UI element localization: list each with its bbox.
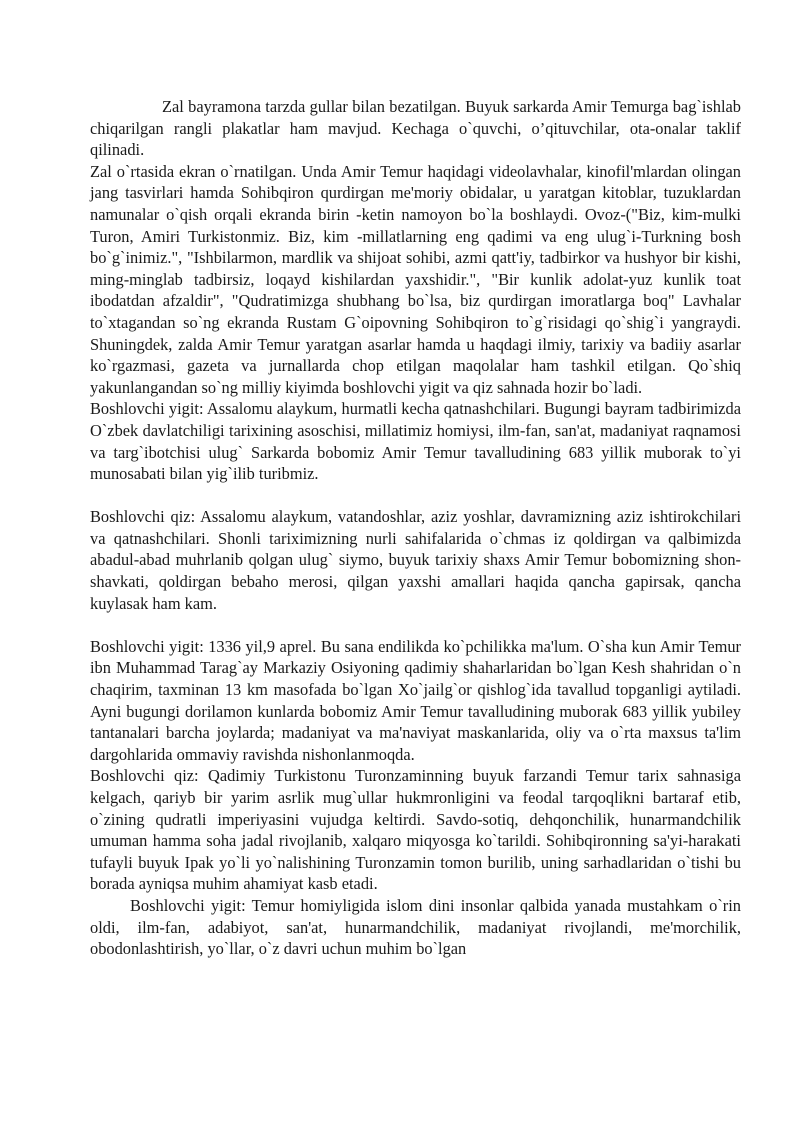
paragraph-hall-decoration: Zal bayramona tarzda gullar bilan bezatilgan. Buyuk sarkarda Amir Temurga bag`ishlab chiqarilgan rangli plakatlar ham mavjud. Kechaga o`quvchi, o’qituvchilar, ota-onalar taklif qilinadi.	[90, 97, 741, 160]
paragraph-host-male-islam: Boshlovchi yigit: Temur homiyligida islom dini insonlar qalbida yanada mustahkam o`rin oldi, ilm-fan, adabiyot, san'at, hunarmandchilik, madaniyat rivojlandi, me'morchilik, obodonlashtirish, yo`llar, o`z davri uchun muhim bo`lgan	[90, 895, 741, 959]
paragraph-host-male-birth: Boshlovchi yigit: 1336 yil,9 aprel. Bu sana endilikda ko`pchilikka ma'lum. O`sha kun Amir Temur ibn Muhammad Tarag`ay Markaziy Osiyoning qadimiy shaharlaridan bo`lgan Kesh shahridan o`n chaqirim, taxminan 13 km masofada bo`lgan Xo`jailg`or qishlog`ida tavallud topganligi aytiladi. Ayni bugungi dorilamon kunlarda bobomiz Amir Temur tavalludining muborak 683 yillik yubiley tantanalari barcha joylarda; madaniyat va ma'naviyat maskanlarida, oliy va o`rta maxsus ta'lim dargohlarida ommaviy ravishda nishonlanmoqda.	[90, 636, 741, 764]
document-body	[90, 96, 741, 960]
paragraph-host-male-greeting: Boshlovchi yigit: Assalomu alaykum, hurmatli kecha qatnashchilari. Bugungi bayram tadbirimizda O`zbek davlatchiligi tarixining asoschisi, millatimiz homiysi, ilm-fan, san'at, madaniyat raqnamosi va targ`ibotchisi ulug` Sarkarda bobomiz Amir Temur tavalludining 683 yillik muborak to`yi munosabati bilan yig`ilib turibmiz.	[90, 399, 741, 484]
paragraph-host-female-empire: Boshlovchi qiz: Qadimiy Turkistonu Turonzaminning buyuk farzandi Temur tarix sahnasiga kelgach, qariyb bir yarim asrlik mug`ullar hukmronligini va feodal tarqoqlikni bartaraf etib, o`zining qudratli imperiyasini vujudga keltirdi. Savdo-sotiq, dehqonchilik, hunarmandchilik umuman hamma soha jadal rivojlanib, xalqaro miqyosga ko`tarildi. Sohibqironning sa'yi-harakati tufayli buyuk Ipak yo`li yo`nalishining Turonzamin tomon burilib, uning sarhadlaridan o`tishi bu borada ayniqsa muhim ahamiyat kasb etadi.	[90, 766, 741, 894]
paragraph-screen-videos: Zal o`rtasida ekran o`rnatilgan. Unda Amir Temur haqidagi videolavhalar, kinofil'mlardan olingan jang tasvirlari hamda Sohibqiron qurdirgan me'moriy obidalar, u yaratgan kitoblar, tuzuklardan namunalar o`qish orqali ekranda birin -ketin namoyon bo`la boshlaydi. Ovoz-("Biz, kim-mulki Turon, Amiri Turkistonmiz. Biz, kim -millatlarning eng qadimi va eng ulug`i-Turkning bosh bo`g`inimiz.", "Ishbilarmon, mardlik va shijoat sohibi, azmi qatt'iy, tadbirkor va hushyor bir kishi, ming-minglab tadbirsiz, loqayd kishilardan yaxshidir.", "Bir kunlik adolat-yuz kunlik toat ibodatdan afzaldir", "Qudratimizga shubhang bo`lsa, biz qurdirgan imoratlarga boq" Lavhalar to`xtagandan so`ng ekranda Rustam G`oipovning Sohibqiron to`g`risidagi qo`shig`i yangraydi. Shuningdek, zalda Amir Temur yaratgan asarlar hamda u haqdagi ilmiy, tarixiy va badiiy asarlar ko`rgazmasi, gazeta va jurnallarda chop etilgan maqolalar ham tashkil etilgan. Qo`shiq yakunlangandan so`ng milliy kiyimda boshlovchi yigit va qiz sahnada hozir bo`ladi.	[90, 161, 741, 397]
blank-line	[90, 614, 741, 636]
blank-line	[90, 485, 741, 507]
paragraph-host-female-greeting: Boshlovchi qiz: Assalomu alaykum, vatandoshlar, aziz yoshlar, davramizning aziz ishtirokchilari va qatnashchilari. Shonli tariximizning nurli sahifalarida o`chmas iz qoldirgan va qalbimizda abadul-abad muhrlanib qolgan ulug` siymo, buyuk tarixiy shaxs Amir Temur bobomizning shon-shavkati, qoldirgan bebaho merosi, qilgan yaxshi amallari haqida qancha gapirsak, qancha kuylasak ham kam.	[90, 507, 741, 613]
